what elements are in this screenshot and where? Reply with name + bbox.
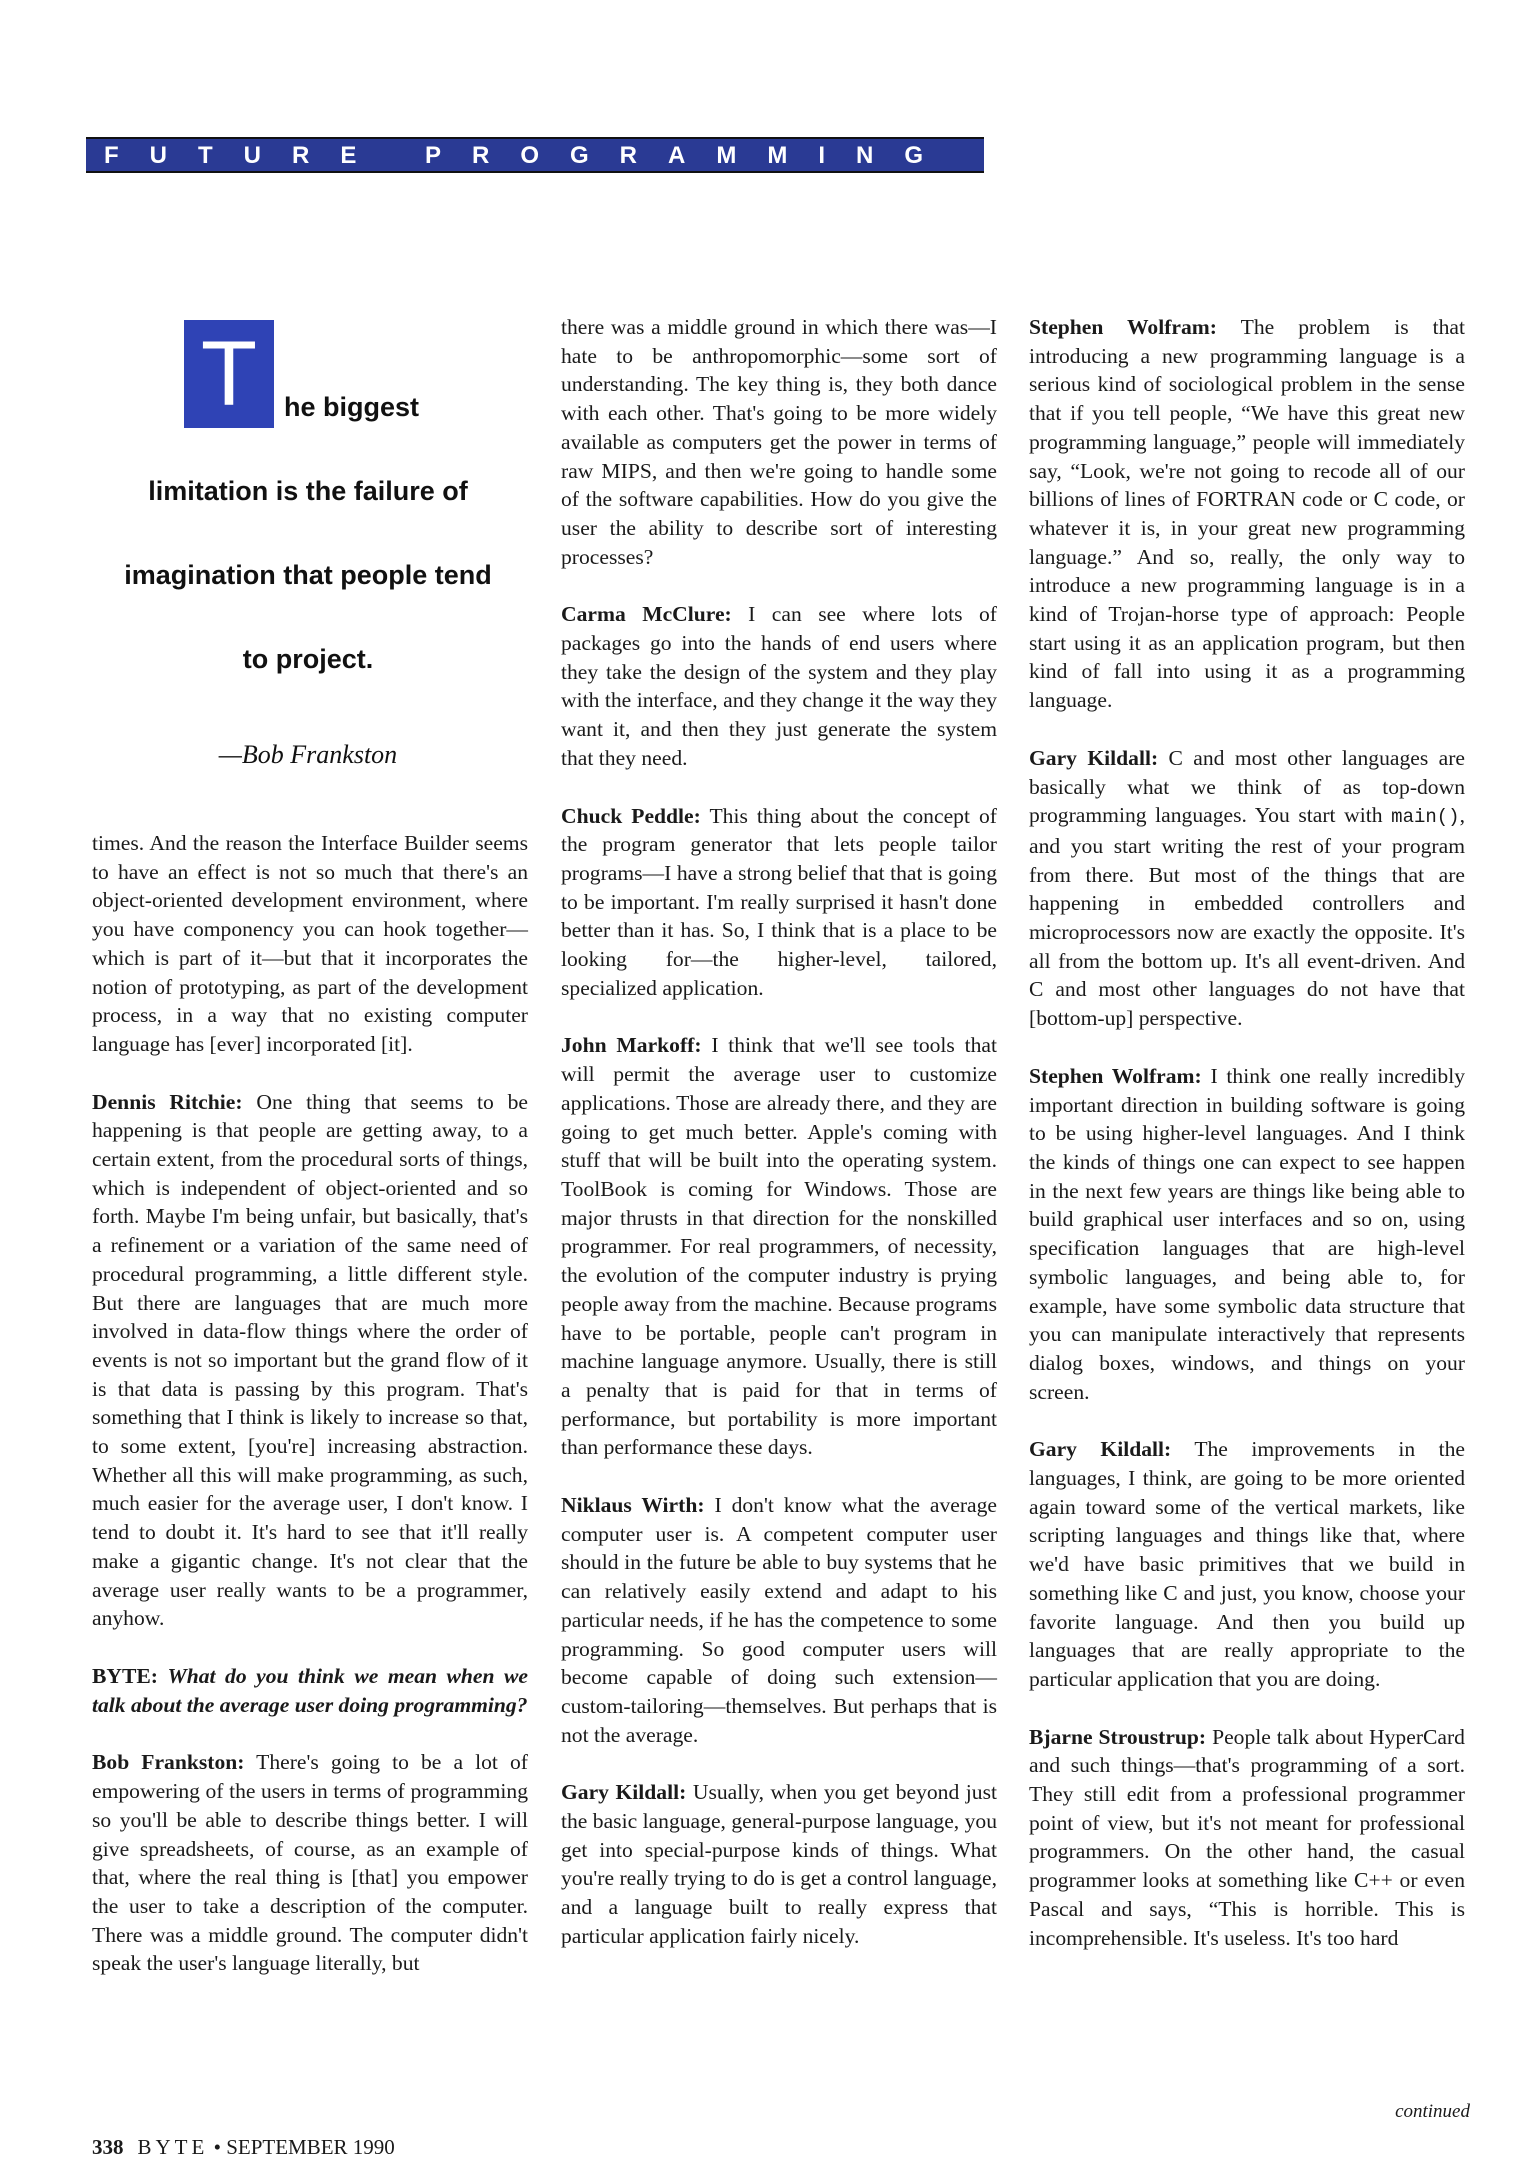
continued-label: continued bbox=[1395, 2101, 1470, 2122]
paragraph: Dennis Ritchie: One thing that seems to be happening is that people are getting away, to a certain extent, from the procedural sorts of things, which is independent of object-oriented and so forth. Maybe I'm being unfair, but basically, that's a refinement or a variation of the same need of procedural programming, a little different style. But there are languages that are much more involved in data-flow things where the order of events is not so important but the grand flow of it is that data is passing by this program. That's something that I think is likely to increase so that, to some extent, [you're] increasing abstraction. Whether all this will make programming, as such, much easier for the average user, I don't know. I tend to doubt it. It's hard to see that it'll really make a gigantic change. It's not clear that the average user really wants to be a programmer, anyhow. bbox=[92, 1089, 528, 1631]
paragraph: Stephen Wolfram: The problem is that introducing a new programming language is a serious kind of sociological problem in the sense that if you tell people, “We have this great new programming language,” people will immediately say, “Look, we're not going to recode all of our billions of lines of FORTRAN code or C code, or whatever it is, in your great new programming language.” And so, really, the only way to introduce a new programming language is in a kind of Trojan-horse type of approach: People start using it as an application program, but then kind of fall into using it as a programming language. bbox=[1029, 315, 1466, 713]
magazine-name: BYTE bbox=[137, 2135, 209, 2159]
paragraph: Niklaus Wirth: I don't know what the average computer user is. A competent computer user should in the future be able to buy systems that he can relatively easily extend and adapt to his particular needs, if he has the competence to some programming. So good computer users will become capable of doing such extension—custom-tailoring—themselves. But perhaps that is not the average. bbox=[561, 1493, 997, 1747]
paragraph: John Markoff: I think that we'll see tools that will permit the average user to customize applications. Those are already there, and they are going to get much better. Apple's coming with stuff that will be built into the operating system. ToolBook is coming for Windows. Those are major thrusts in that direction for the nonskilled programmer. For real programmers, of necessity, the evolution of the computer industry is prying people away from the machine. Because programs have to be portable, people can't program in machine language anymore. Usually, there is still a penalty that is paid for that in terms of performance, but portability is more important than performance these days. bbox=[561, 1033, 997, 1460]
pull-quote-line-1: he biggest bbox=[284, 392, 420, 422]
speaker-name: BYTE: bbox=[92, 1663, 158, 1688]
article-column-1 bbox=[92, 829, 528, 2007]
paragraph: Gary Kildall: C and most other languages are basically what we think of as top-down programming languages. You start with main(), and you start writing the rest of your program from there. But most of the things that are happening in embedded controllers and microprocessors now are exactly the opposite. It's all from the bottom up. It's all event-driven. And C and most other languages do not have that [bottom-up] perspective. bbox=[1029, 745, 1465, 1031]
speaker-name: John Markoff: bbox=[561, 1033, 702, 1058]
article-column-2 bbox=[561, 313, 997, 1980]
pull-quote-line-2: limitation is the failure of bbox=[148, 476, 468, 506]
section-banner bbox=[86, 137, 984, 173]
speaker-name: Stephen Wolfram: bbox=[1029, 1063, 1202, 1088]
speaker-name: Gary Kildall: bbox=[1029, 1437, 1172, 1462]
speaker-name: Dennis Ritchie: bbox=[92, 1089, 243, 1114]
paragraph: Stephen Wolfram: I think one really incredibly important direction in building software is going to be using higher-level languages. And I think the kinds of things one can expect to see happen in the next few years are things like being able to build graphical user interfaces and so on, using specification languages that are high-level symbolic languages, and being able to, for example, have some symbolic data structure that you can manipulate interactively that represents dialog boxes, windows, and things on your screen. bbox=[1029, 1063, 1465, 1404]
speaker-name: Bob Frankston: bbox=[92, 1750, 245, 1775]
code-snippet: main() bbox=[1391, 806, 1460, 829]
section-title: FUTURE PROGRAMMING bbox=[104, 142, 954, 169]
article-column-3 bbox=[1029, 313, 1465, 1981]
paragraph: Gary Kildall: Usually, when you get beyond just the basic language, general-purpose language, you get into special-purpose kinds of things. What you're really trying to do is get a control language, and a language built to really express that particular application fairly nicely. bbox=[561, 1780, 998, 1948]
separator-dot: • bbox=[213, 2135, 221, 2159]
speaker-name: Bjarne Stroustrup: bbox=[1029, 1724, 1207, 1749]
paragraph: Carma McClure: I can see where lots of packages go into the hands of end users where they take the design of the system and they play with the interface, and they change it the way they want it, and then they just generate the system that they need. bbox=[561, 602, 997, 770]
speaker-name: Gary Kildall: bbox=[1029, 745, 1159, 770]
page-number: 338 bbox=[92, 2135, 124, 2159]
paragraph: Bjarne Stroustrup: People talk about HyperCard and such things—that's programming of a sort. They still edit from a professional programmer point of view, but it's not meant for professional programmers. On the other hand, the casual programmer looks at something like C++ or even Pascal and says, “This is horrible. This is incomprehensible. It's useless. It's too hard bbox=[1029, 1724, 1465, 1950]
pull-quote-attribution: —Bob Frankston bbox=[218, 740, 398, 769]
byte-question bbox=[92, 1662, 528, 1719]
pull-quote-line-3: imagination that people tend bbox=[124, 560, 492, 590]
paragraph: there was a middle ground in which there was—I hate to be anthropomorphic—some sort of understanding. The key thing is, they both dance with each other. That's going to be more widely available as computers get the power in terms of raw MIPS, and then we're going to handle some of the software capabilities. How do you give the user the ability to describe sort of interesting processes? bbox=[561, 315, 997, 569]
page-footer bbox=[92, 2135, 395, 2160]
paragraph: Gary Kildall: The improvements in the languages, I think, are going to be more oriented again toward some of the vertical markets, like scripting languages and things like that, where we'd have basic primitives that we build in something like C and just, you know, choose your favorite language. And then you build up languages that are really appropriate to the particular application that you are doing. bbox=[1029, 1437, 1465, 1691]
drop-cap: T bbox=[184, 320, 274, 428]
speaker-name: Niklaus Wirth: bbox=[561, 1493, 705, 1518]
paragraph: Chuck Peddle: This thing about the concept of the program generator that lets people tailor programs—I have a strong belief that that is going to be important. I'm really surprised it hasn't done better than it has. So, I think that is a place to be looking for—the higher-level, tailored, specialized application. bbox=[561, 803, 997, 1000]
speaker-name: Gary Kildall: bbox=[561, 1780, 687, 1805]
pull-quote-line-4: to project. bbox=[242, 644, 374, 674]
speaker-name: Stephen Wolfram: bbox=[1029, 315, 1217, 339]
speaker-name: Chuck Peddle: bbox=[561, 803, 701, 828]
issue-date: SEPTEMBER 1990 bbox=[226, 2135, 395, 2159]
speaker-name: Carma McClure: bbox=[561, 602, 732, 627]
question-text: What do you think we mean when we talk about the average user doing programming? bbox=[92, 1663, 529, 1717]
paragraph: times. And the reason the Interface Builder seems to have an effect is not so much that there's an object-oriented development environment, where you have componency you can hook together—which is part of it—but that it incorporates the notion of prototyping, as part of the development process, in a way that no existing computer language has [ever] incorporated [it]. bbox=[92, 831, 528, 1056]
paragraph: Bob Frankston: There's going to be a lot of empowering of the users in terms of programming so you'll be able to describe things better. I will give spreadsheets, of course, as an example of that, where the real thing is [that] you empower the user to take a description of the computer. There was a middle ground. The computer didn't speak the user's language literally, but bbox=[92, 1750, 528, 1976]
